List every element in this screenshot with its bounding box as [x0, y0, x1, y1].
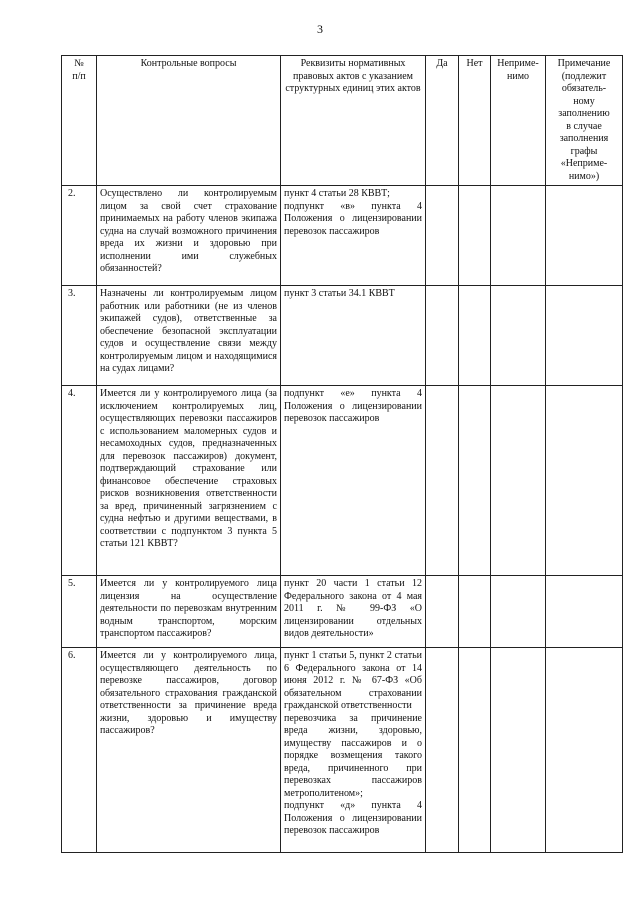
- row-refs: пункт 20 части 1 статьи 12 Федерального закона от 4 мая 2011 г. № 99-ФЗ «О лицензировании отдельных видов деятельности»: [281, 576, 426, 648]
- row-number: 4.: [62, 386, 97, 576]
- row-refs: пункт 1 статьи 5, пункт 2 статьи 6 Федерального закона от 14 июня 2012 г. № 67-ФЗ «Об обязательном страховании гражданской ответственности перевозчика за причинение вреда жизни, здоровью, имуществу пассажиров и о порядке возмещения такого вреда, причиненного при перевозках пассажиров метрополитеном»; подпункт «д» пункта 4 Положения о лицензировании перевозок пассажиров: [281, 648, 426, 853]
- col-header-na: Непримe- нимо: [491, 56, 546, 186]
- row-question: Осуществлено ли контролируемым лицом за свой счет страхование принимаемых на работу членов экипажа судна на случай возможного причинения вреда их жизни и здоровью при исполнении ими служебных обязанностей?: [97, 186, 281, 286]
- row-no-cell[interactable]: [459, 386, 491, 576]
- row-note-cell[interactable]: [546, 576, 623, 648]
- row-question: Имеется ли у контролируемого лица лицензия на осуществление деятельности по перевозкам внутренним водным транспортом, морским транспортом пассажиров?: [97, 576, 281, 648]
- row-refs: подпункт «е» пункта 4 Положения о лицензировании перевозок пассажиров: [281, 386, 426, 576]
- row-note-cell[interactable]: [546, 648, 623, 853]
- table-row: [62, 286, 623, 386]
- col-header-yes: Да: [426, 56, 459, 186]
- row-yes-cell[interactable]: [426, 186, 459, 286]
- col-header-no: Нет: [459, 56, 491, 186]
- row-number: 3.: [62, 286, 97, 386]
- page-number: 3: [317, 22, 323, 36]
- table-row: [62, 386, 623, 576]
- row-no-cell[interactable]: [459, 648, 491, 853]
- row-yes-cell[interactable]: [426, 576, 459, 648]
- col-header-question: Контрольные вопросы: [97, 56, 281, 186]
- col-header-refs: Реквизиты нормативных правовых актов с указанием структурных единиц этих актов: [281, 56, 426, 186]
- row-na-cell[interactable]: [491, 648, 546, 853]
- row-note-cell[interactable]: [546, 386, 623, 576]
- checklist-table: [61, 55, 623, 853]
- row-yes-cell[interactable]: [426, 648, 459, 853]
- row-question: Имеется ли у контролируемого лица (за исключением контролируемых лиц, осуществляющих перевозки пассажиров с использованием маломерных судов и несамоходных судов, предназначенных для перевозок пассажиров) документ, подтверждающий страхование или финансовое обеспечение страховых рисков возникновения ответственности за вред, причиненный загрязнением с судна нефтью и другими веществами, в соответствии с подпунктом 3 пункта 5 статьи 121 КВВТ?: [97, 386, 281, 576]
- row-question: Имеется ли у контролируемого лица, осуществляющего деятельность по перевозке пассажиров, договор обязательного страхования гражданской ответственности за причинение вреда жизни, здоровью и имуществу пассажиров?: [97, 648, 281, 853]
- row-number: 5.: [62, 576, 97, 648]
- table-row: [62, 648, 623, 853]
- row-no-cell[interactable]: [459, 186, 491, 286]
- row-na-cell[interactable]: [491, 286, 546, 386]
- table-header-row: [62, 56, 623, 186]
- row-number: 2.: [62, 186, 97, 286]
- row-number: 6.: [62, 648, 97, 853]
- row-yes-cell[interactable]: [426, 386, 459, 576]
- row-na-cell[interactable]: [491, 386, 546, 576]
- table-row: [62, 186, 623, 286]
- row-refs: пункт 4 статьи 28 КВВТ; подпункт «в» пункта 4 Положения о лицензировании перевозок пассажиров: [281, 186, 426, 286]
- row-note-cell[interactable]: [546, 186, 623, 286]
- row-na-cell[interactable]: [491, 186, 546, 286]
- row-no-cell[interactable]: [459, 286, 491, 386]
- row-note-cell[interactable]: [546, 286, 623, 386]
- row-question: Назначены ли контролируемым лицом работник или работники (не из членов экипажей судов), ответственные за обеспечение безопасной эксплуатации судов и осуществление связи между контролируемым лицом и находящимися на судах лицами?: [97, 286, 281, 386]
- col-header-number: № п/п: [62, 56, 97, 186]
- row-na-cell[interactable]: [491, 576, 546, 648]
- table-row: [62, 576, 623, 648]
- col-header-note: Примечание (подлежит обязатель- ному заполнению в случае заполнения графы «Неприме- нимо»): [546, 56, 623, 186]
- row-yes-cell[interactable]: [426, 286, 459, 386]
- row-no-cell[interactable]: [459, 576, 491, 648]
- row-refs: пункт 3 статьи 34.1 КВВТ: [281, 286, 426, 386]
